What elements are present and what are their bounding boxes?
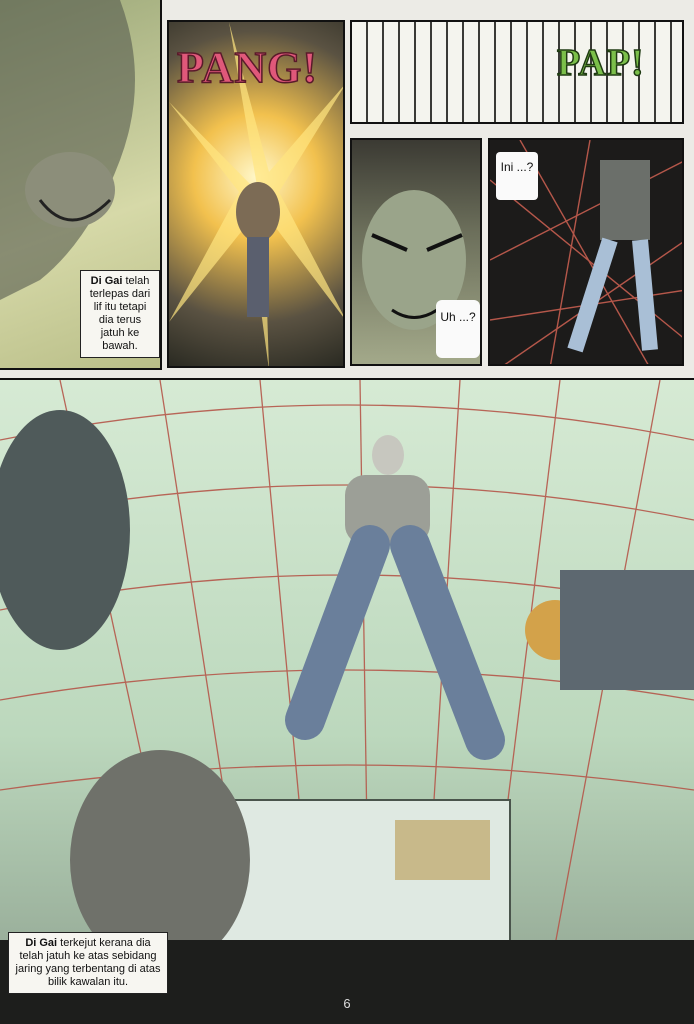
- panel-1: [0, 0, 162, 370]
- speech-bubble-uh: Uh ...?: [436, 300, 480, 358]
- panel-6: [0, 378, 694, 1024]
- sfx-pang: PANG!: [177, 43, 319, 92]
- caption-1: Di Gai telah terlepas dari lif itu tetapi dia terus jatuh ke bawah.: [80, 270, 160, 358]
- page-number: 6: [343, 996, 351, 1011]
- panel-5: [488, 138, 684, 366]
- panel-4: [350, 138, 482, 366]
- speech-bubble-ini: Ini ...?: [496, 152, 538, 200]
- net-scene-art: [0, 380, 694, 1024]
- panel-3: [350, 20, 684, 124]
- panel-2: [167, 20, 345, 368]
- sfx-pap: PAP!: [557, 42, 645, 84]
- caption-2: Di Gai terkejut kerana dia telah jatuh ke atas sebidang jaring yang terbentang di atas bilik kawalan itu.: [8, 932, 168, 994]
